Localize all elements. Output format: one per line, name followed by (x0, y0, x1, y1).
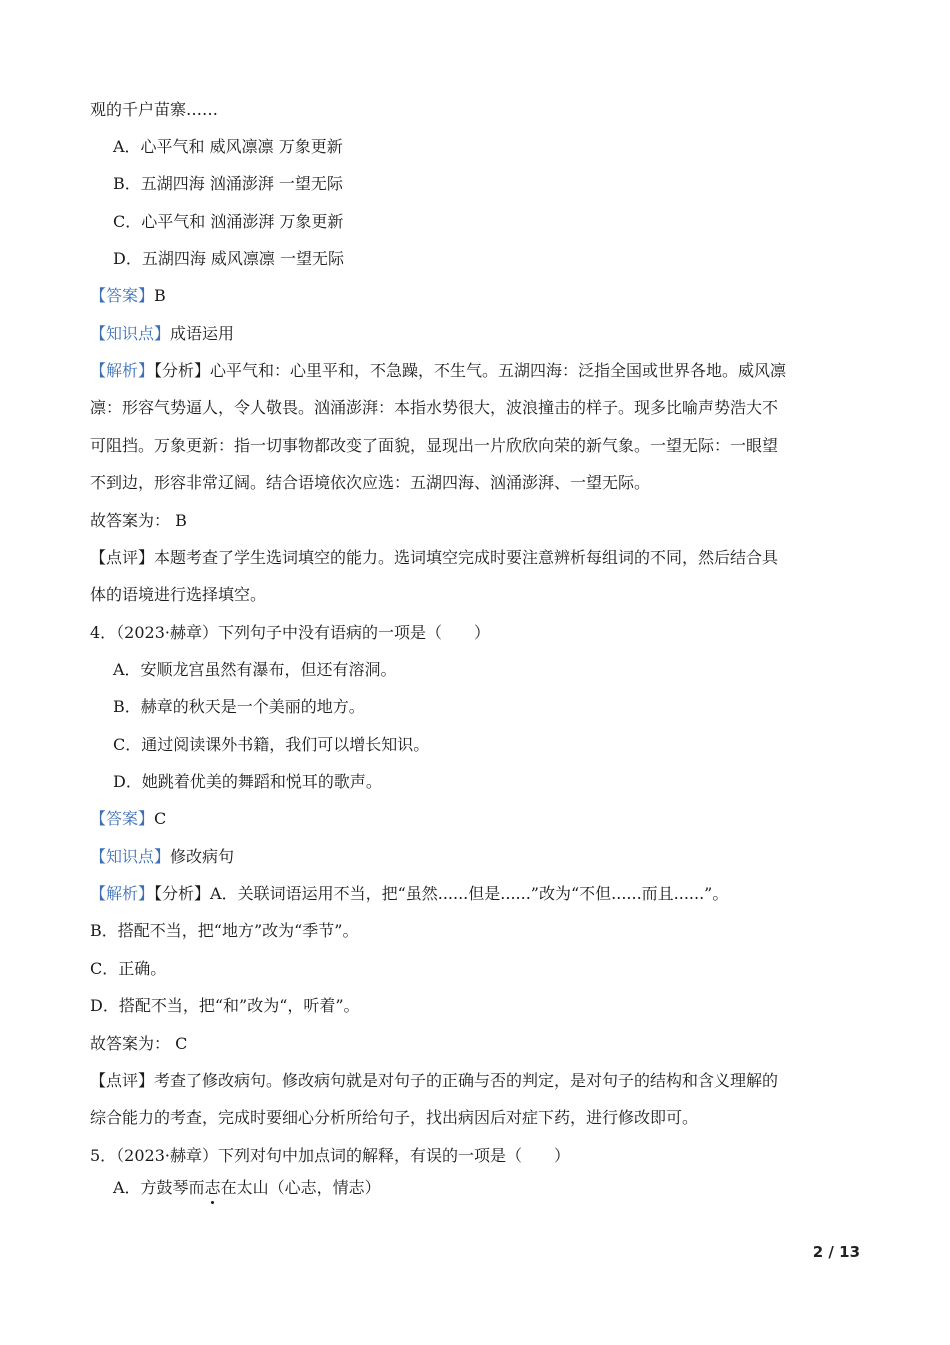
analysis-text: 【分析】心平气和：心里平和，不急躁，不生气。五湖四海：泛指全国或世界各地。威风凛 (154, 361, 787, 380)
q5-option-a-post: 在太山（心志，情志） (220, 1178, 381, 1197)
q4-stem: 4．（2023·赫章）下列句子中没有语病的一项是（ ） (90, 623, 490, 642)
knowledge-tag: 【知识点】 (90, 324, 171, 343)
analysis-text: 【分析】A．关联词语运用不当，把“虽然......但是......”改为“不但......而且......”。 (154, 884, 729, 903)
q3-analysis-line: 不到边，形容非常辽阔。结合语境依次应选：五湖四海、汹涌澎湃、一望无际。 (90, 473, 651, 492)
q3-answer (90, 286, 860, 306)
q3-final-answer: 故答案为： B (90, 511, 187, 530)
q3-analysis-line: 可阻挡。万象更新：指一切事物都改变了面貌，显现出一片欣欣向荣的新气象。一望无际：一眼望 (90, 436, 779, 455)
answer-tag: 【答案】 (90, 286, 155, 305)
answer-tag: 【答案】 (90, 809, 155, 828)
q4-answer (90, 809, 860, 829)
analysis-tag: 【解析】 (90, 884, 155, 903)
q5-option-a (113, 1178, 883, 1198)
q4-comment-line: 综合能力的考查，完成时要细心分析所给句子，找出病因后对症下药，进行修改即可。 (90, 1108, 699, 1127)
knowledge-tag: 【知识点】 (90, 847, 171, 866)
q4-option-d: D．她跳着优美的舞蹈和悦耳的歌声。 (113, 772, 382, 791)
q4-comment-line: 【点评】考查了修改病句。修改病句就是对句子的正确与否的判定，是对句子的结构和含义理解的 (90, 1071, 779, 1090)
q3-comment-line: 体的语境进行选择填空。 (90, 585, 267, 604)
q4-analysis-line (90, 884, 860, 904)
q3-knowledge-point (90, 324, 860, 344)
q4-final-answer: 故答案为： C (90, 1034, 188, 1053)
q3-option-a: A．心平气和 威风凛凛 万象更新 (113, 137, 343, 156)
page-number: 2 / 13 (812, 1243, 860, 1261)
emphasis-dot-word: 志 (204, 1178, 221, 1197)
q3-option-c: C．心平气和 汹涌澎湃 万象更新 (113, 212, 344, 231)
q4-knowledge-point (90, 847, 860, 867)
q4-option-b: B．赫章的秋天是一个美丽的地方。 (113, 697, 365, 716)
q5-option-a-pre: A．方鼓琴而 (113, 1178, 205, 1197)
q5-stem: 5．（2023·赫章）下列对句中加点词的解释，有误的一项是（ ） (90, 1146, 570, 1165)
q4-option-a: A．安顺龙宫虽然有瀑布，但还有溶洞。 (113, 660, 397, 679)
knowledge-value: 成语运用 (170, 324, 235, 343)
q4-analysis-line: D．搭配不当，把“和”改为“，听着”。 (90, 996, 360, 1015)
q4-analysis-line: C．正确。 (90, 959, 167, 978)
knowledge-value: 修改病句 (170, 847, 235, 866)
q4-option-c: C．通过阅读课外书籍，我们可以增长知识。 (113, 735, 430, 754)
q3-comment-line: 【点评】本题考查了学生选词填空的能力。选词填空完成时要注意辨析每组词的不同，然后结合具 (90, 548, 779, 567)
q3-stem-tail: 观的千户苗寨…… (90, 100, 219, 119)
q3-analysis-line: 凛：形容气势逼人，令人敬畏。汹涌澎湃：本指水势很大，波浪撞击的样子。现多比喻声势浩大不 (90, 398, 779, 417)
q3-option-b: B．五湖四海 汹涌澎湃 一望无际 (113, 174, 343, 193)
answer-value: C (154, 809, 167, 828)
answer-value: B (154, 286, 166, 305)
q3-option-d: D．五湖四海 威风凛凛 一望无际 (113, 249, 345, 268)
q4-analysis-line: B．搭配不当，把“地方”改为“季节”。 (90, 921, 359, 940)
analysis-tag: 【解析】 (90, 361, 155, 380)
q3-analysis-line (90, 361, 860, 381)
